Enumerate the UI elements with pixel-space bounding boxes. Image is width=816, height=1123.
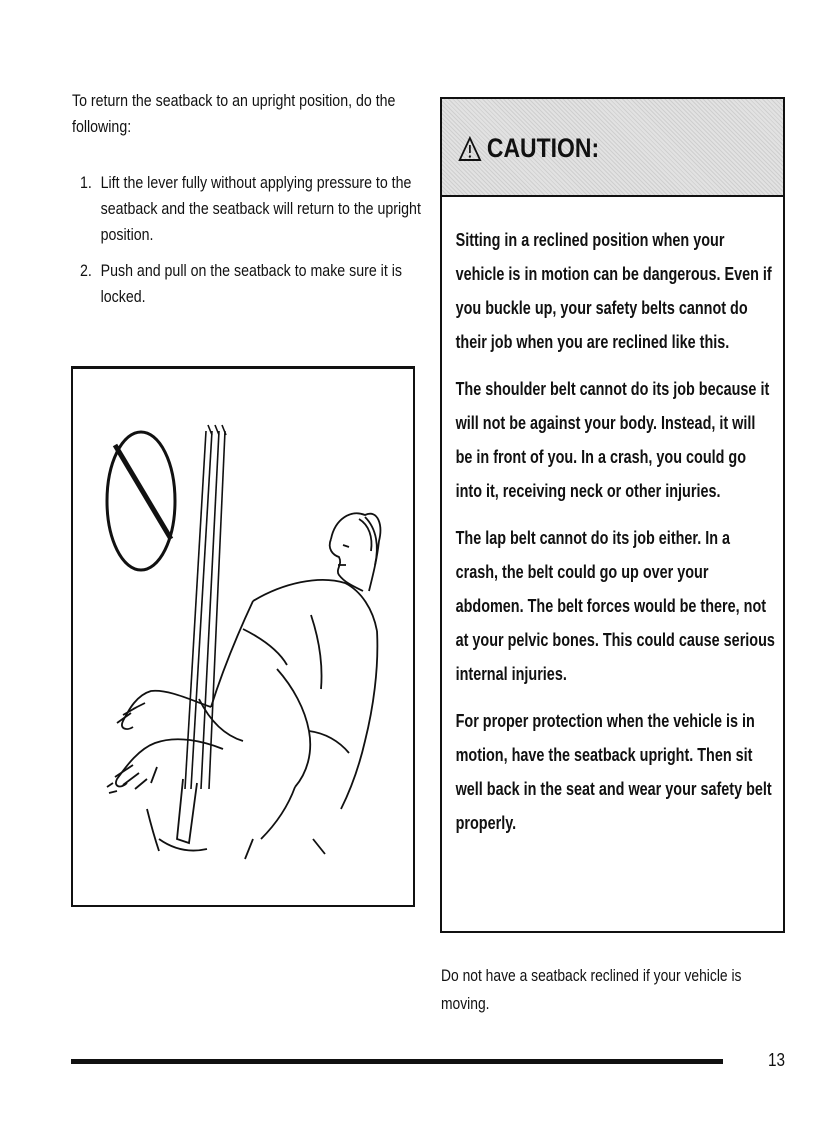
- caution-header: [442, 99, 783, 197]
- intro-text: To return the seatback to an upright position, do the following:: [72, 92, 396, 136]
- warning-triangle-icon: [458, 135, 482, 163]
- step-number: 1.: [80, 174, 92, 192]
- step-item: [80, 170, 424, 248]
- footer-rule: [71, 1059, 723, 1064]
- prohibition-icon: [107, 432, 175, 570]
- steps-list: [80, 170, 424, 320]
- step-number: 2.: [80, 262, 92, 280]
- page-number: 13: [768, 1050, 786, 1070]
- lap-belt-drawing: [147, 779, 207, 851]
- after-note: Do not have a seatback reclined if your vehicle is moving.: [441, 967, 742, 1013]
- caution-paragraph: The shoulder belt cannot do its job because it will not be against your body. Instead, it will be in front of you. In a crash, you could go into it, receiving neck or other injuries.: [455, 379, 770, 501]
- caution-paragraph: Sitting in a reclined position when your vehicle is in motion can be dangerous. Even if you buckle up, your safety belts cannot do their job when you are reclined like this.: [455, 230, 772, 352]
- caution-paragraph: For proper protection when the vehicle is in motion, have the seatback upright. Then sit well back in the seat and wear your safety belt properly.: [455, 711, 772, 833]
- reclined-occupant-drawing: [73, 369, 413, 905]
- caution-paragraph: The lap belt cannot do its job either. In a crash, the belt could go up over your abdomen. The belt forces would be there, not at your pelvic bones. This could cause serious internal injuries.: [455, 528, 775, 684]
- occupant-body-drawing: [199, 580, 377, 859]
- occupant-head-drawing: [330, 513, 381, 591]
- shoulder-belt-drawing: [185, 425, 226, 789]
- reclined-seat-illustration: [71, 366, 415, 907]
- step-item: [80, 258, 424, 310]
- caution-label: CAUTION:: [486, 133, 600, 163]
- caution-body: [442, 197, 776, 840]
- step-text: Push and pull on the seatback to make sure it is locked.: [100, 262, 402, 306]
- caution-title: [458, 133, 599, 164]
- caution-box: [440, 97, 785, 933]
- step-text: Lift the lever fully without applying pressure to the seatback and the seatback will return to the upright position.: [100, 174, 421, 244]
